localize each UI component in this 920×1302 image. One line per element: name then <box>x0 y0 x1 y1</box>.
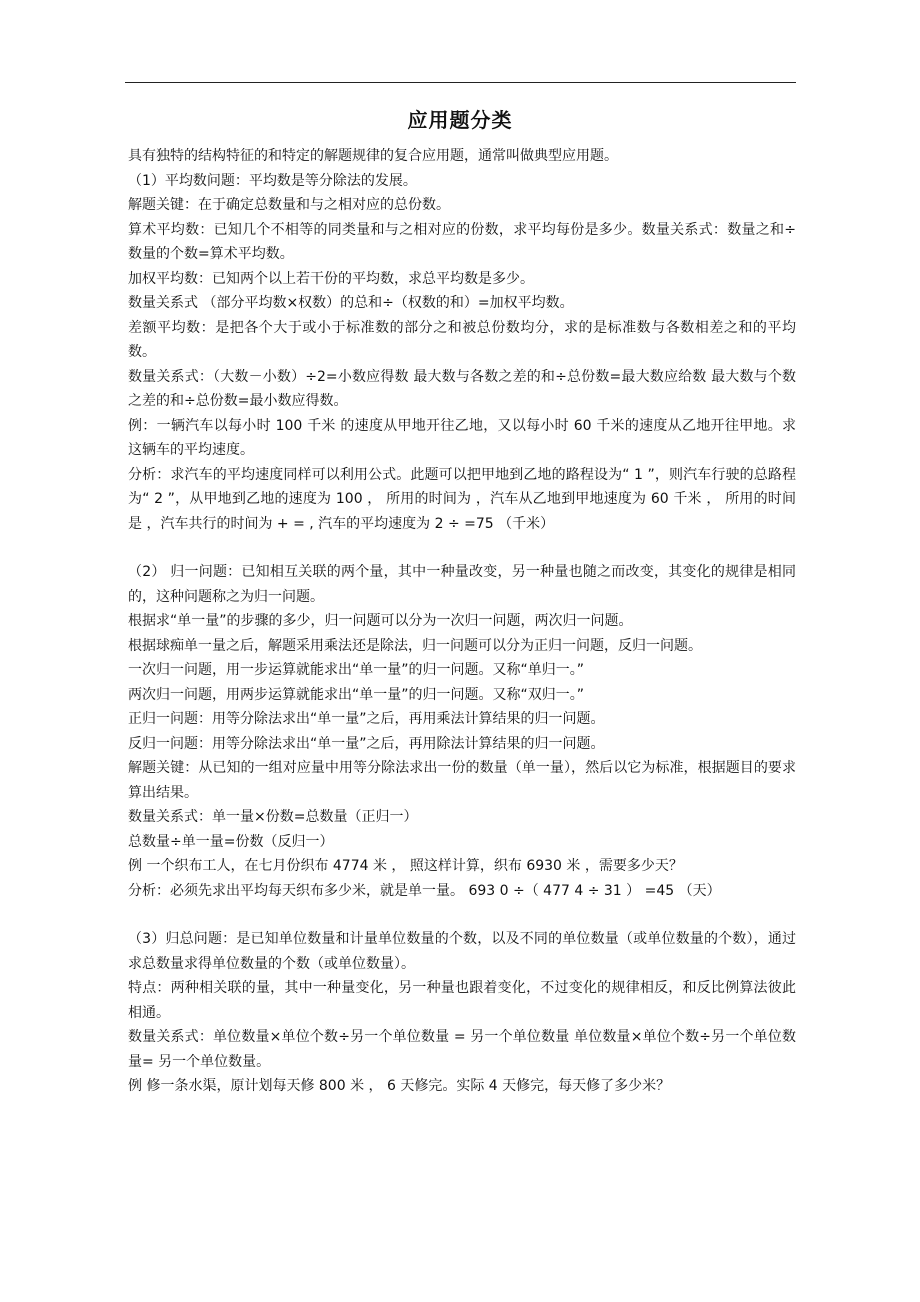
paragraph: 根据求“单一量”的步骤的多少，归一问题可以分为一次归一问题，两次归一问题。 <box>128 613 633 629</box>
document-body <box>128 144 796 1099</box>
paragraph: 例 一个织布工人，在七月份织布 4774 米 ， 照这样计算，织布 6930 米 ，需要多少天？ <box>128 858 683 874</box>
paragraph: （1）平均数问题：平均数是等分除法的发展。 <box>128 172 417 189</box>
paragraph: 数量关系式：单一量×份数=总数量（正归一） <box>128 809 418 825</box>
section-gap <box>128 903 796 927</box>
paragraph: 分析：必须先求出平均每天织布多少米，就是单一量。 693 0 ÷（ 477 4 ÷ 31 ） =45 （天） <box>128 882 721 899</box>
paragraph: 算术平均数：已知几个不相等的同类量和与之相对应的份数，求平均每份是多少。数量关系式：数量之和÷数量的个数=算术平均数。 <box>128 221 796 262</box>
paragraph: 解题关键：在于确定总数量和与之相对应的总份数。 <box>128 197 450 213</box>
paragraph: 总数量÷单一量=份数（反归一） <box>128 833 334 850</box>
paragraph: 分析：求汽车的平均速度同样可以利用公式。此题可以把甲地到乙地的路程设为“ 1 ”，则汽车行驶的总路程为“ 2 ”，从甲地到乙地的速度为 100 ， 所用的时间为 ，汽车从乙地到甲地速度为 60 千米 ， 所用的时间是 ，汽车共行的时间为 + = , 汽车的平均速度为 2 ÷ =75 （千米） <box>128 466 796 532</box>
paragraph: 例 修一条水渠，原计划每天修 800 米 ， 6 天修完。实际 4 天修完，每天修了多少米？ <box>128 1078 671 1094</box>
paragraph: 根据球痴单一量之后，解题采用乘法还是除法，归一问题可以分为正归一问题，反归一问题。 <box>128 637 702 654</box>
document-title: 应用题分类 <box>407 108 513 132</box>
paragraph: 一次归一问题，用一步运算就能求出“单一量”的归一问题。又称“单归一。” <box>128 662 585 678</box>
paragraph: 两次归一问题，用两步运算就能求出“单一量”的归一问题。又称“双归一。” <box>128 686 585 703</box>
paragraph: 解题关键：从已知的一组对应量中用等分除法求出一份的数量（单一量），然后以它为标准，根据题目的要求算出结果。 <box>128 760 796 801</box>
section-gap <box>128 536 796 560</box>
paragraph: 加权平均数：已知两个以上若干份的平均数，求总平均数是多少。 <box>128 270 534 287</box>
paragraph: 数量关系式：（大数－小数）÷2=小数应得数 最大数与各数之差的和÷总份数=最大数应给数 最大数与个数之差的和÷总份数=最小数应得数。 <box>128 368 796 409</box>
paragraph: 特点：两种相关联的量，其中一种量变化，另一种量也跟着变化，不过变化的规律相反，和反比例算法彼此相通。 <box>128 980 796 1021</box>
paragraph: 反归一问题：用等分除法求出“单一量”之后，再用除法计算结果的归一问题。 <box>128 735 605 752</box>
paragraph: 正归一问题：用等分除法求出“单一量”之后，再用乘法计算结果的归一问题。 <box>128 711 605 727</box>
header-rule <box>125 82 796 83</box>
paragraph: 差额平均数：是把各个大于或小于标准数的部分之和被总份数均分，求的是标准数与各数相差之和的平均数。 <box>128 319 796 360</box>
paragraph: 数量关系式：单位数量×单位个数÷另一个单位数量 = 另一个单位数量 单位数量×单位个数÷另一个单位数量= 另一个单位数量。 <box>128 1029 796 1070</box>
paragraph: （3）归总问题：是已知单位数量和计量单位数量的个数，以及不同的单位数量（或单位数量的个数），通过求总数量求得单位数量的个数（或单位数量）。 <box>128 931 796 972</box>
paragraph: 数量关系式 （部分平均数×权数）的总和÷（权数的和）=加权平均数。 <box>128 295 574 311</box>
paragraph: （2） 归一问题：已知相互关联的两个量，其中一种量改变，另一种量也随之而改变，其变化的规律是相同的，这种问题称之为归一问题。 <box>128 564 796 605</box>
paragraph: 具有独特的结构特征的和特定的解题规律的复合应用题，通常叫做典型应用题。 <box>128 148 618 164</box>
paragraph: 例：一辆汽车以每小时 100 千米 的速度从甲地开往乙地，又以每小时 60 千米的速度从乙地开往甲地。求这辆车的平均速度。 <box>128 417 796 458</box>
